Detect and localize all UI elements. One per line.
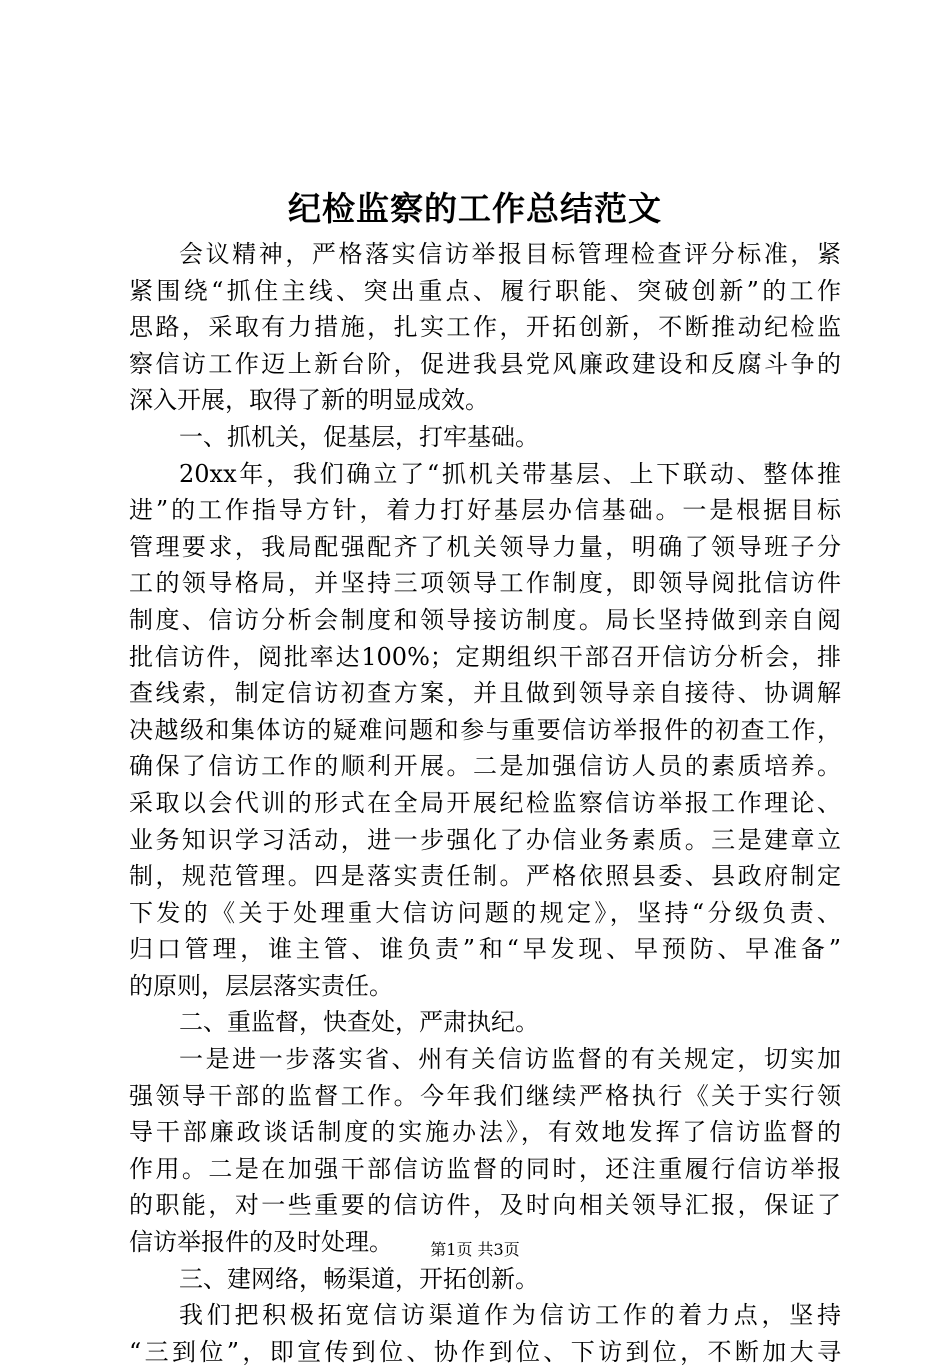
text-line: 确保了信访工作的顺利开展。二是加强信访人员的素质培养。: [129, 752, 841, 781]
text-line: 我们把积极拓宽信访渠道作为信访工作的着力点，坚持: [179, 1301, 841, 1330]
text-line: 思路，采取有力措施，扎实工作，开拓创新，不断推动纪检监: [129, 313, 841, 342]
text-line: 归口管理，谁主管、谁负责”和“早发现、早预防、早准备”: [129, 935, 841, 964]
text-line: 作用。二是在加强干部信访监督的同时，还注重履行信访举报: [129, 1154, 841, 1183]
text-line: 的职能，对一些重要的信访件，及时向相关领导汇报，保证了: [129, 1191, 841, 1220]
text-line: 强领导干部的监督工作。今年我们继续严格执行《关于实行领: [129, 1081, 841, 1110]
document-body: [129, 236, 841, 1370]
text-line: 工的领导格局，并坚持三项领导工作制度，即领导阅批信访件: [129, 569, 841, 598]
text-line: 下发的《关于处理重大信访问题的规定》，坚持“分级负责、: [129, 898, 841, 927]
text-line: 会议精神，严格落实信访举报目标管理检查评分标准，紧: [179, 240, 841, 268]
text-line: 一是进一步落实省、州有关信访监督的有关规定，切实加: [179, 1045, 841, 1074]
text-line: 20xx年，我们确立了“抓机关带基层、上下联动、整体推: [179, 459, 841, 488]
text-line: 管理要求，我局配强配齐了机关领导力量，明确了领导班子分: [129, 532, 841, 561]
text-line: 察信访工作迈上新台阶，促进我县党风廉政建设和反腐斗争的: [129, 349, 841, 378]
text-line: 紧围绕“抓住主线、突出重点、履行职能、突破创新”的工作: [129, 276, 841, 305]
text-line: 二、重监督，快查处，严肃执纪。: [179, 1008, 539, 1037]
text-line: 业务知识学习活动，进一步强化了办信业务素质。三是建章立: [129, 825, 841, 854]
text-line: 一、抓机关，促基层，打牢基础。: [179, 422, 539, 451]
page-footer: 第1页 共3页: [430, 1240, 520, 1259]
text-line: 采取以会代训的形式在全局开展纪检监察信访举报工作理论、: [129, 788, 841, 817]
text-line: 制度、信访分析会制度和领导接访制度。局长坚持做到亲自阅: [129, 605, 841, 634]
text-line: 三、建网络，畅渠道，开拓创新。: [179, 1264, 539, 1293]
text-line: 导干部廉政谈话制度的实施办法》，有效地发挥了信访监督的: [129, 1118, 841, 1147]
text-line: 的原则，层层落实责任。: [129, 971, 393, 1000]
text-line: 进”的工作指导方针，着力打好基层办信基础。一是根据目标: [129, 496, 841, 525]
text-line: 信访举报件的及时处理。: [129, 1228, 393, 1257]
text-line: 制，规范管理。四是落实责任制。严格依照县委、县政府制定: [129, 862, 841, 891]
text-line: 批信访件，阅批率达100%；定期组织干部召开信访分析会，排: [129, 642, 841, 671]
document-title: 纪检监察的工作总结范文: [288, 189, 662, 228]
text-line: 查线索，制定信访初查方案，并且做到领导亲自接待、协调解: [129, 679, 841, 708]
text-line: 决越级和集体访的疑难问题和参与重要信访举报件的初查工作，: [129, 715, 841, 744]
text-line: 深入开展，取得了新的明显成效。: [129, 386, 489, 415]
text-line: “三到位”，即宣传到位、协作到位、下访到位，不断加大寻: [129, 1337, 841, 1366]
